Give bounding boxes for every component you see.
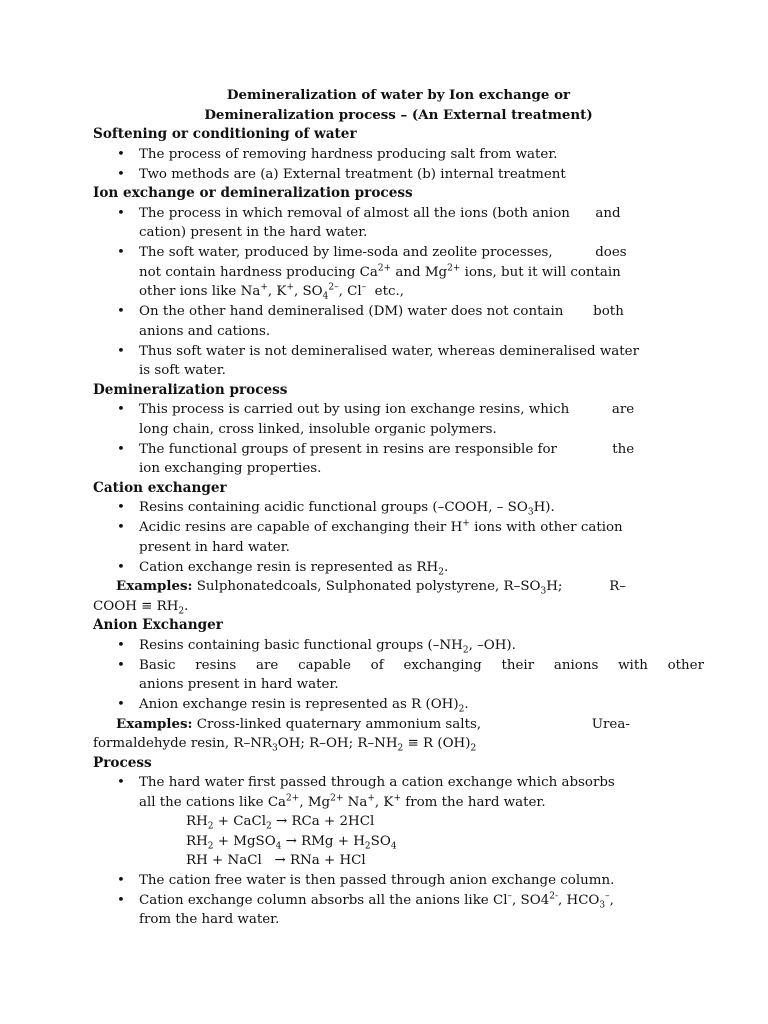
process-list-cont bbox=[93, 871, 704, 930]
heading-cation-exchanger: Cation exchanger bbox=[93, 479, 227, 496]
list-item: • Basic resins are capable of exchanging their anions with other anions present in hard water. bbox=[93, 656, 704, 695]
list-item: • The soft water, produced by lime-soda and zeolite processes, does not contain hardness producing $Ca^{2+}$ and $Mg^{2+}$ ions, but it will contain other ions like Na+, K+, $SO_4^{2-}$, Cl– etc., bbox=[93, 243, 704, 302]
anion-examples-cont: formaldehyde resin, $R-NR_3OH$; R–OH; $R-NH_2 \equiv R$ $(OH)_2$ bbox=[93, 736, 477, 754]
list-item: • The cation free water is then passed through anion exchange column. bbox=[93, 871, 704, 891]
list-item: • This process is carried out by using ion exchange resins, which are long chain, cross linked, insoluble organic polymers. bbox=[93, 400, 704, 439]
list-item: • The process of removing hardness producing salt from water. bbox=[93, 145, 704, 165]
equation-3: RH + NaCl → RNa + HCl bbox=[186, 853, 366, 868]
process-list bbox=[93, 773, 704, 812]
softening-list bbox=[93, 145, 704, 185]
list-item: • Anion exchange resin is represented as R $(OH)_2$. bbox=[93, 695, 704, 715]
equation-1: $RH_2$ + CaCl$_2$ → RCa + 2HCl bbox=[186, 814, 375, 832]
list-item: • Thus soft water is not demineralised water, whereas demineralised water is soft water. bbox=[93, 342, 704, 381]
list-item: • The functional groups of present in resins are responsible for the ion exchanging properties. bbox=[93, 440, 704, 479]
list-item: • The process in which removal of almost all the ions (both anion and cation) present in the hard water. bbox=[93, 204, 704, 243]
heading-ion-exchange: Ion exchange or demineralization process bbox=[93, 185, 413, 201]
list-item: • Resins containing acidic functional groups (–COOH, – $SO_3H$). bbox=[93, 498, 704, 518]
heading-anion-exchanger: Anion Exchanger bbox=[93, 617, 223, 633]
title-line-2: Demineralization process – (An External treatment) bbox=[204, 106, 593, 123]
list-item: • Cation exchange column absorbs all the anions like Cl–, $SO4^{2-}$, $HCO_3^-$, from the hard water. bbox=[93, 891, 704, 930]
equation-2: $RH_2$ + MgSO$_4$ → RMg + $H_2SO_4$ bbox=[186, 833, 397, 852]
list-item: • The hard water first passed through a cation exchange which absorbs all the cations like $Ca^{2+}$, $Mg^{2+}$ Na+, K+ from the hard water. bbox=[93, 773, 704, 812]
demineralization-list bbox=[93, 400, 704, 479]
heading-demineralization-process: Demineralization process bbox=[93, 381, 288, 398]
list-item: • Resins containing basic functional groups ($-NH_2$, –OH). bbox=[93, 636, 704, 656]
title-line-1: Demineralization of water by Ion exchange or bbox=[226, 87, 571, 103]
cation-examples-cont: COOH ≡ $RH_2$. bbox=[93, 598, 189, 617]
anion-list bbox=[93, 636, 704, 715]
cation-examples: Examples: Sulphonatedcoals, Sulphonated polystyrene, $R-SO_3H$; R– bbox=[116, 578, 627, 597]
list-item: • Acidic resins are capable of exchanging their H+ ions with other cation present in hard water. bbox=[93, 518, 704, 557]
list-item: • Two methods are (a) External treatment (b) internal treatment bbox=[93, 165, 704, 185]
ion-exchange-list bbox=[93, 204, 704, 381]
anion-examples: Examples: Cross-linked quaternary ammonium salts, Urea- bbox=[116, 715, 630, 732]
heading-softening: Softening or conditioning of water bbox=[93, 126, 357, 142]
list-item: • Cation exchange resin is represented as $RH_2$. bbox=[93, 558, 704, 578]
list-item: • On the other hand demineralised (DM) water does not contain both anions and cations. bbox=[93, 302, 704, 341]
heading-process: Process bbox=[93, 754, 152, 771]
cation-list bbox=[93, 498, 704, 577]
